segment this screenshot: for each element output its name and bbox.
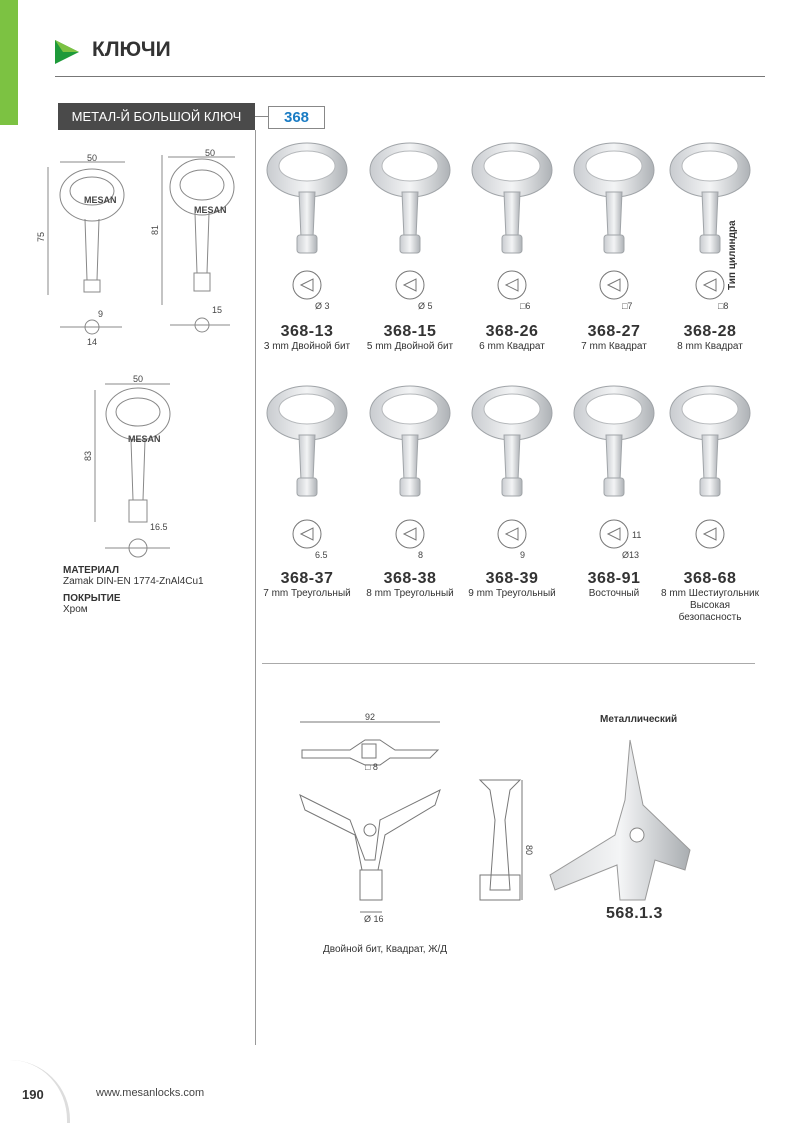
- dim-diameter: Ø 16: [364, 914, 384, 924]
- key-image: [665, 383, 755, 503]
- brand-mark: MESAN: [128, 434, 161, 444]
- dim-section-depth-1: 9: [98, 309, 104, 319]
- green-accent-bar: [0, 0, 18, 125]
- product-code: 368-37: [280, 570, 334, 587]
- connector-line: [255, 116, 268, 117]
- dim-height-3: 83: [83, 450, 93, 462]
- product-description: 8 mm Треугольный: [366, 588, 454, 599]
- product-code: 368-13: [280, 323, 334, 340]
- section-divider: [262, 663, 755, 664]
- dim-width-2: 50: [204, 148, 216, 158]
- product-description: 9 mm Треугольный: [468, 588, 556, 599]
- key-image: [262, 383, 352, 503]
- product-code: 368-39: [485, 570, 539, 587]
- product-description: 5 mm Двойной бит: [366, 341, 454, 352]
- product-item: [658, 323, 762, 353]
- product-code: 368-68: [683, 570, 737, 587]
- dim-section-3: 16.5: [150, 522, 168, 532]
- material-block: [63, 565, 204, 615]
- section-dimension: Ø 3: [315, 301, 330, 311]
- triple-key-drawing: [290, 710, 534, 925]
- key-image: [262, 140, 352, 260]
- product-code: 368-26: [485, 323, 539, 340]
- product-description: Восточный: [588, 588, 640, 599]
- category-label: МЕТАЛ-Й БОЛЬШОЙ КЛЮЧ: [58, 103, 255, 130]
- product-code: 368-91: [587, 570, 641, 587]
- triple-key-material: Металлический: [600, 714, 678, 725]
- page-title: КЛЮЧИ: [92, 38, 171, 61]
- section-dimension: 8: [418, 550, 424, 560]
- product-description: 3 mm Двойной бит: [263, 341, 351, 352]
- product-item: [562, 323, 666, 353]
- cross-section-drawing: [277, 263, 337, 313]
- coating-value: Хром: [63, 604, 88, 615]
- dim-square: □ 8: [365, 762, 378, 772]
- product-item: [358, 570, 462, 600]
- cross-section-drawing: [380, 512, 440, 562]
- dim-height: 80: [524, 845, 534, 856]
- product-code: 368-15: [383, 323, 437, 340]
- cross-section-drawing: [277, 512, 337, 562]
- dim-height-1: 75: [36, 231, 46, 243]
- technical-drawing-keys-1-2: [30, 145, 250, 355]
- product-description: 8 mm Шестиугольник: [661, 588, 759, 599]
- product-item: [460, 570, 564, 600]
- product-item: [658, 570, 762, 624]
- cross-section-drawing: [482, 512, 542, 562]
- website-link[interactable]: www.mesanlocks.com: [96, 1087, 205, 1099]
- section-dimension: □6: [520, 301, 531, 311]
- brand-mark: MESAN: [84, 195, 117, 205]
- section-dimension: 6.5: [315, 550, 328, 560]
- cross-section-drawing: [680, 512, 740, 562]
- product-item: [255, 570, 359, 600]
- key-image: [467, 383, 557, 503]
- product-code: 368-28: [683, 323, 737, 340]
- product-description: 8 mm Квадрат: [677, 341, 743, 352]
- product-description: 6 mm Квадрат: [479, 341, 545, 352]
- product-description-3: безопасность: [678, 612, 742, 623]
- key-image: [569, 140, 659, 260]
- dim-width-1: 50: [86, 153, 98, 163]
- key-image: [665, 140, 755, 260]
- divider: [55, 76, 765, 77]
- cross-section-drawing: [584, 512, 644, 562]
- triple-key-description: Двойной бит, Квадрат, Ж/Д: [323, 944, 448, 955]
- cross-section-drawing: [584, 263, 644, 313]
- product-item: [460, 323, 564, 353]
- cross-section-drawing: [680, 263, 740, 313]
- series-code: 368: [268, 106, 325, 129]
- cross-section-drawing: [482, 263, 542, 313]
- cylinder-type-label: Тип цилиндра: [727, 220, 738, 290]
- key-image: [467, 140, 557, 260]
- material-label: МАТЕРИАЛ: [63, 565, 120, 576]
- section-dimension: 9: [520, 550, 526, 560]
- key-image: [365, 383, 455, 503]
- dim-width: 92: [364, 712, 376, 722]
- arrow-icon: [55, 40, 79, 64]
- key-image: [365, 140, 455, 260]
- product-code: 368-38: [383, 570, 437, 587]
- section-dimension: Ø 5: [418, 301, 433, 311]
- product-code: 368-27: [587, 323, 641, 340]
- technical-drawing-key-3: [80, 370, 200, 560]
- product-item: [562, 570, 666, 600]
- brand-mark: MESAN: [194, 205, 227, 215]
- product-description: 7 mm Треугольный: [263, 588, 351, 599]
- product-description-2: Высокая: [689, 600, 731, 611]
- triple-key-code: 568.1.3: [606, 905, 663, 922]
- product-description: 7 mm Квадрат: [581, 341, 647, 352]
- section-dimension: Ø13: [622, 550, 640, 560]
- dim-height-2: 81: [150, 224, 160, 236]
- cross-section-drawing: [380, 263, 440, 313]
- key-image: [569, 383, 659, 503]
- section-dimension: □8: [718, 301, 729, 311]
- section-dimension-2: 11: [632, 530, 642, 540]
- section-dimension: □7: [622, 301, 633, 311]
- coating-label: ПОКРЫТИЕ: [63, 593, 121, 604]
- material-value: Zamak DIN-EN 1774-ZnAl4Cu1: [63, 576, 204, 587]
- product-item: [358, 323, 462, 353]
- dim-section-2: 15: [212, 305, 223, 315]
- page-number: 190: [22, 1087, 44, 1102]
- dim-section-width-1: 14: [86, 337, 98, 347]
- product-item: [255, 323, 359, 353]
- triple-key-image: [545, 735, 695, 915]
- dim-width-3: 50: [132, 374, 144, 384]
